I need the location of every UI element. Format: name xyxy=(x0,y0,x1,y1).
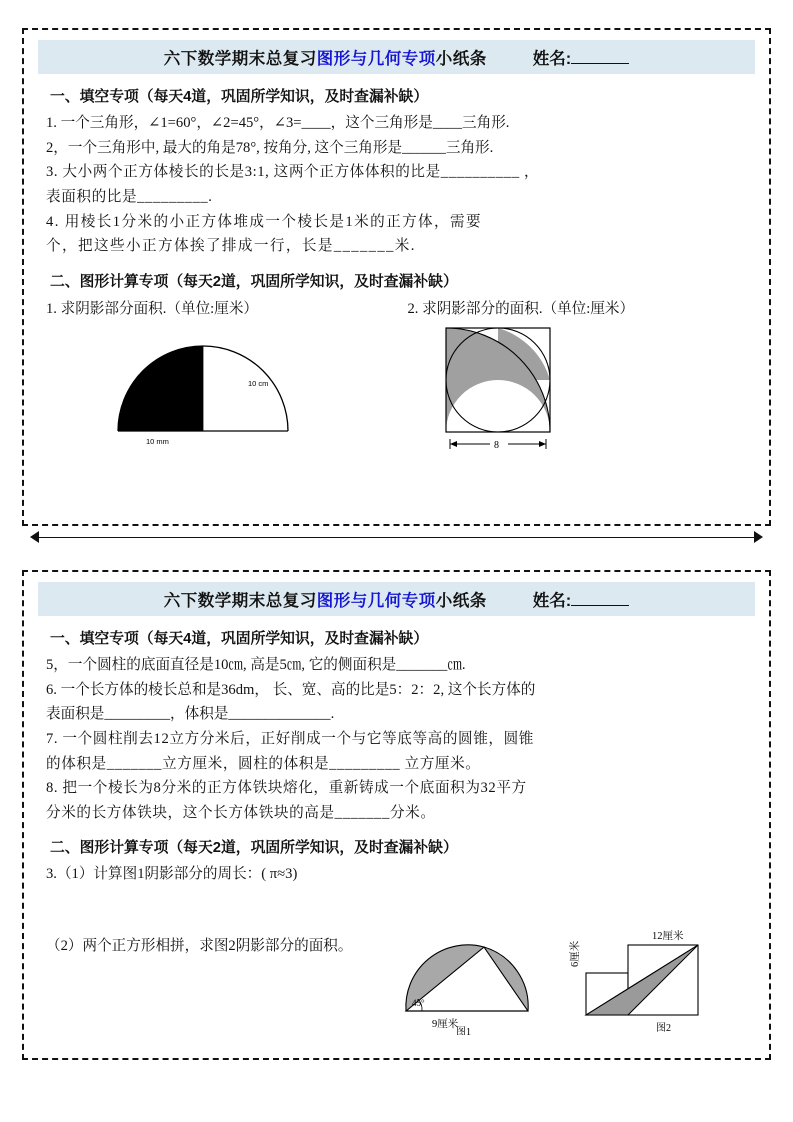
card2-question-8a: 8. 把一个棱长为8分米的正方体铁块熔化，重新铸成一个底面积为32平方 xyxy=(46,780,527,797)
card2-section2-title: 二、图形计算专项（每天2道，巩固所学知识，及时查漏补缺） xyxy=(50,840,458,857)
card2-calc-1-text: 3.（1）计算图1阴影部分的周长：( π≈3) xyxy=(46,866,298,883)
card1-question-1: 1. 一个三角形，∠1=60°，∠2=45°，∠3=____，这个三角形是____三角形. xyxy=(46,115,510,131)
card1-question-4b: 个，把这些小正方体挨了排成一行，长是_______米. xyxy=(46,238,416,255)
card2-section1-title: 一、填空专项（每天4道，巩固所学知识，及时查漏补缺） xyxy=(50,631,429,647)
svg-text:10 mm: 10 mm xyxy=(146,436,169,446)
card1-figure-1-svg xyxy=(98,326,308,446)
svg-text:8: 8 xyxy=(494,439,499,451)
card1-calc-right-text: 2. 求阴影部分的面积.（单位:厘米） xyxy=(407,300,635,317)
card2-question-6a: 6. 一个长方体的棱长总和是36dm， 长、宽、高的比是5：2：2, 这个长方体的 xyxy=(46,681,536,698)
card1-name-field xyxy=(533,45,630,69)
arrow-head-left xyxy=(30,531,39,543)
card2-figure-1-svg xyxy=(388,925,548,1035)
card1-name-label: 姓名: xyxy=(532,50,572,68)
card1-title-suffix: 小纸条 xyxy=(435,50,487,68)
card1-question-2: 2，一个三角形中, 最大的角是78°, 按角分, 这个三角形是______三角形. xyxy=(46,139,494,156)
worksheet-card-1 xyxy=(22,28,771,526)
card1-question-4a: 4. 用棱长1分米的小正方体堆成一个棱长是1米的正方体，需要 xyxy=(46,213,483,230)
arrow-head-right xyxy=(754,531,763,543)
card1-title-prefix: 六下数学期末总复习 xyxy=(163,50,317,68)
svg-text:9厘米: 9厘米 xyxy=(432,1019,459,1030)
card2-question-7a: 7. 一个圆柱削去12立方分米后，正好削成一个与它等底等高的圆锥，圆锥 xyxy=(46,730,535,747)
card1-section1-title: 一、填空专项（每天4道，巩固所学知识，及时查漏补缺） xyxy=(50,89,429,105)
card2-title-suffix: 小纸条 xyxy=(435,592,487,610)
card1-section2-title: 二、图形计算专项（每天2道，巩固所学知识，及时查漏补缺） xyxy=(50,273,458,290)
card2-name-label: 姓名: xyxy=(532,592,572,610)
svg-text:图2: 图2 xyxy=(656,1023,671,1034)
card1-figure-2 xyxy=(376,320,676,462)
card1-figure-1 xyxy=(46,320,376,462)
card1-name-blank xyxy=(571,50,629,64)
card2-name-field xyxy=(533,587,630,611)
card1-calc-left-text: 1. 求阴影部分面积.（单位:厘米） xyxy=(46,300,259,317)
card1-figure-row xyxy=(46,320,755,462)
card1-calc-row xyxy=(46,297,755,318)
card2-figure-1 xyxy=(388,925,548,1040)
card1-question-3b: 表面积的比是_________. xyxy=(46,188,213,205)
svg-text:45°: 45° xyxy=(412,998,425,1008)
card1-title-bar xyxy=(38,40,755,74)
card2-question-6b: 表面积是_________，体积是______________. xyxy=(46,706,335,723)
cut-line-arrow xyxy=(28,526,765,548)
card2-figure-2 xyxy=(564,925,729,1040)
svg-text:E(中点): E(中点) xyxy=(150,408,174,416)
svg-text:6厘米: 6厘米 xyxy=(570,940,581,967)
card2-question-5: 5，一个圆柱的底面直径是10㎝, 高是5㎝, 它的侧面积是_______㎝. xyxy=(46,657,466,673)
svg-text:10 cm: 10 cm xyxy=(248,378,269,388)
card2-title-highlight: 图形与几何专项 xyxy=(316,592,436,610)
card2-figures xyxy=(388,925,729,1040)
card2-calc-2-text: （2）两个正方形相拼，求图2阴影部分的面积。 xyxy=(46,938,353,955)
card2-figure-2-svg xyxy=(564,925,729,1035)
card2-question-7b: 的体积是_______立方厘米，圆柱的体积是_________ 立方厘米。 xyxy=(46,755,481,772)
svg-text:图1: 图1 xyxy=(456,1027,471,1035)
svg-text:12厘米: 12厘米 xyxy=(652,931,684,942)
card2-question-8b: 分米的长方体铁块，这个长方体铁块的高是_______分米。 xyxy=(46,804,436,821)
card1-question-3a: 3. 大小两个正方体棱长的长是3:1, 这两个正方体体积的比是__________ ， xyxy=(46,164,540,181)
cut-line xyxy=(38,537,755,538)
card2-figure-row xyxy=(388,925,747,1040)
card2-title-prefix: 六下数学期末总复习 xyxy=(163,592,317,610)
card1-figure-2-svg xyxy=(416,322,616,457)
card2-title-bar xyxy=(38,582,755,616)
card2-name-blank xyxy=(571,592,629,606)
card1-title-highlight: 图形与几何专项 xyxy=(316,50,436,68)
worksheet-card-2 xyxy=(22,570,771,1060)
